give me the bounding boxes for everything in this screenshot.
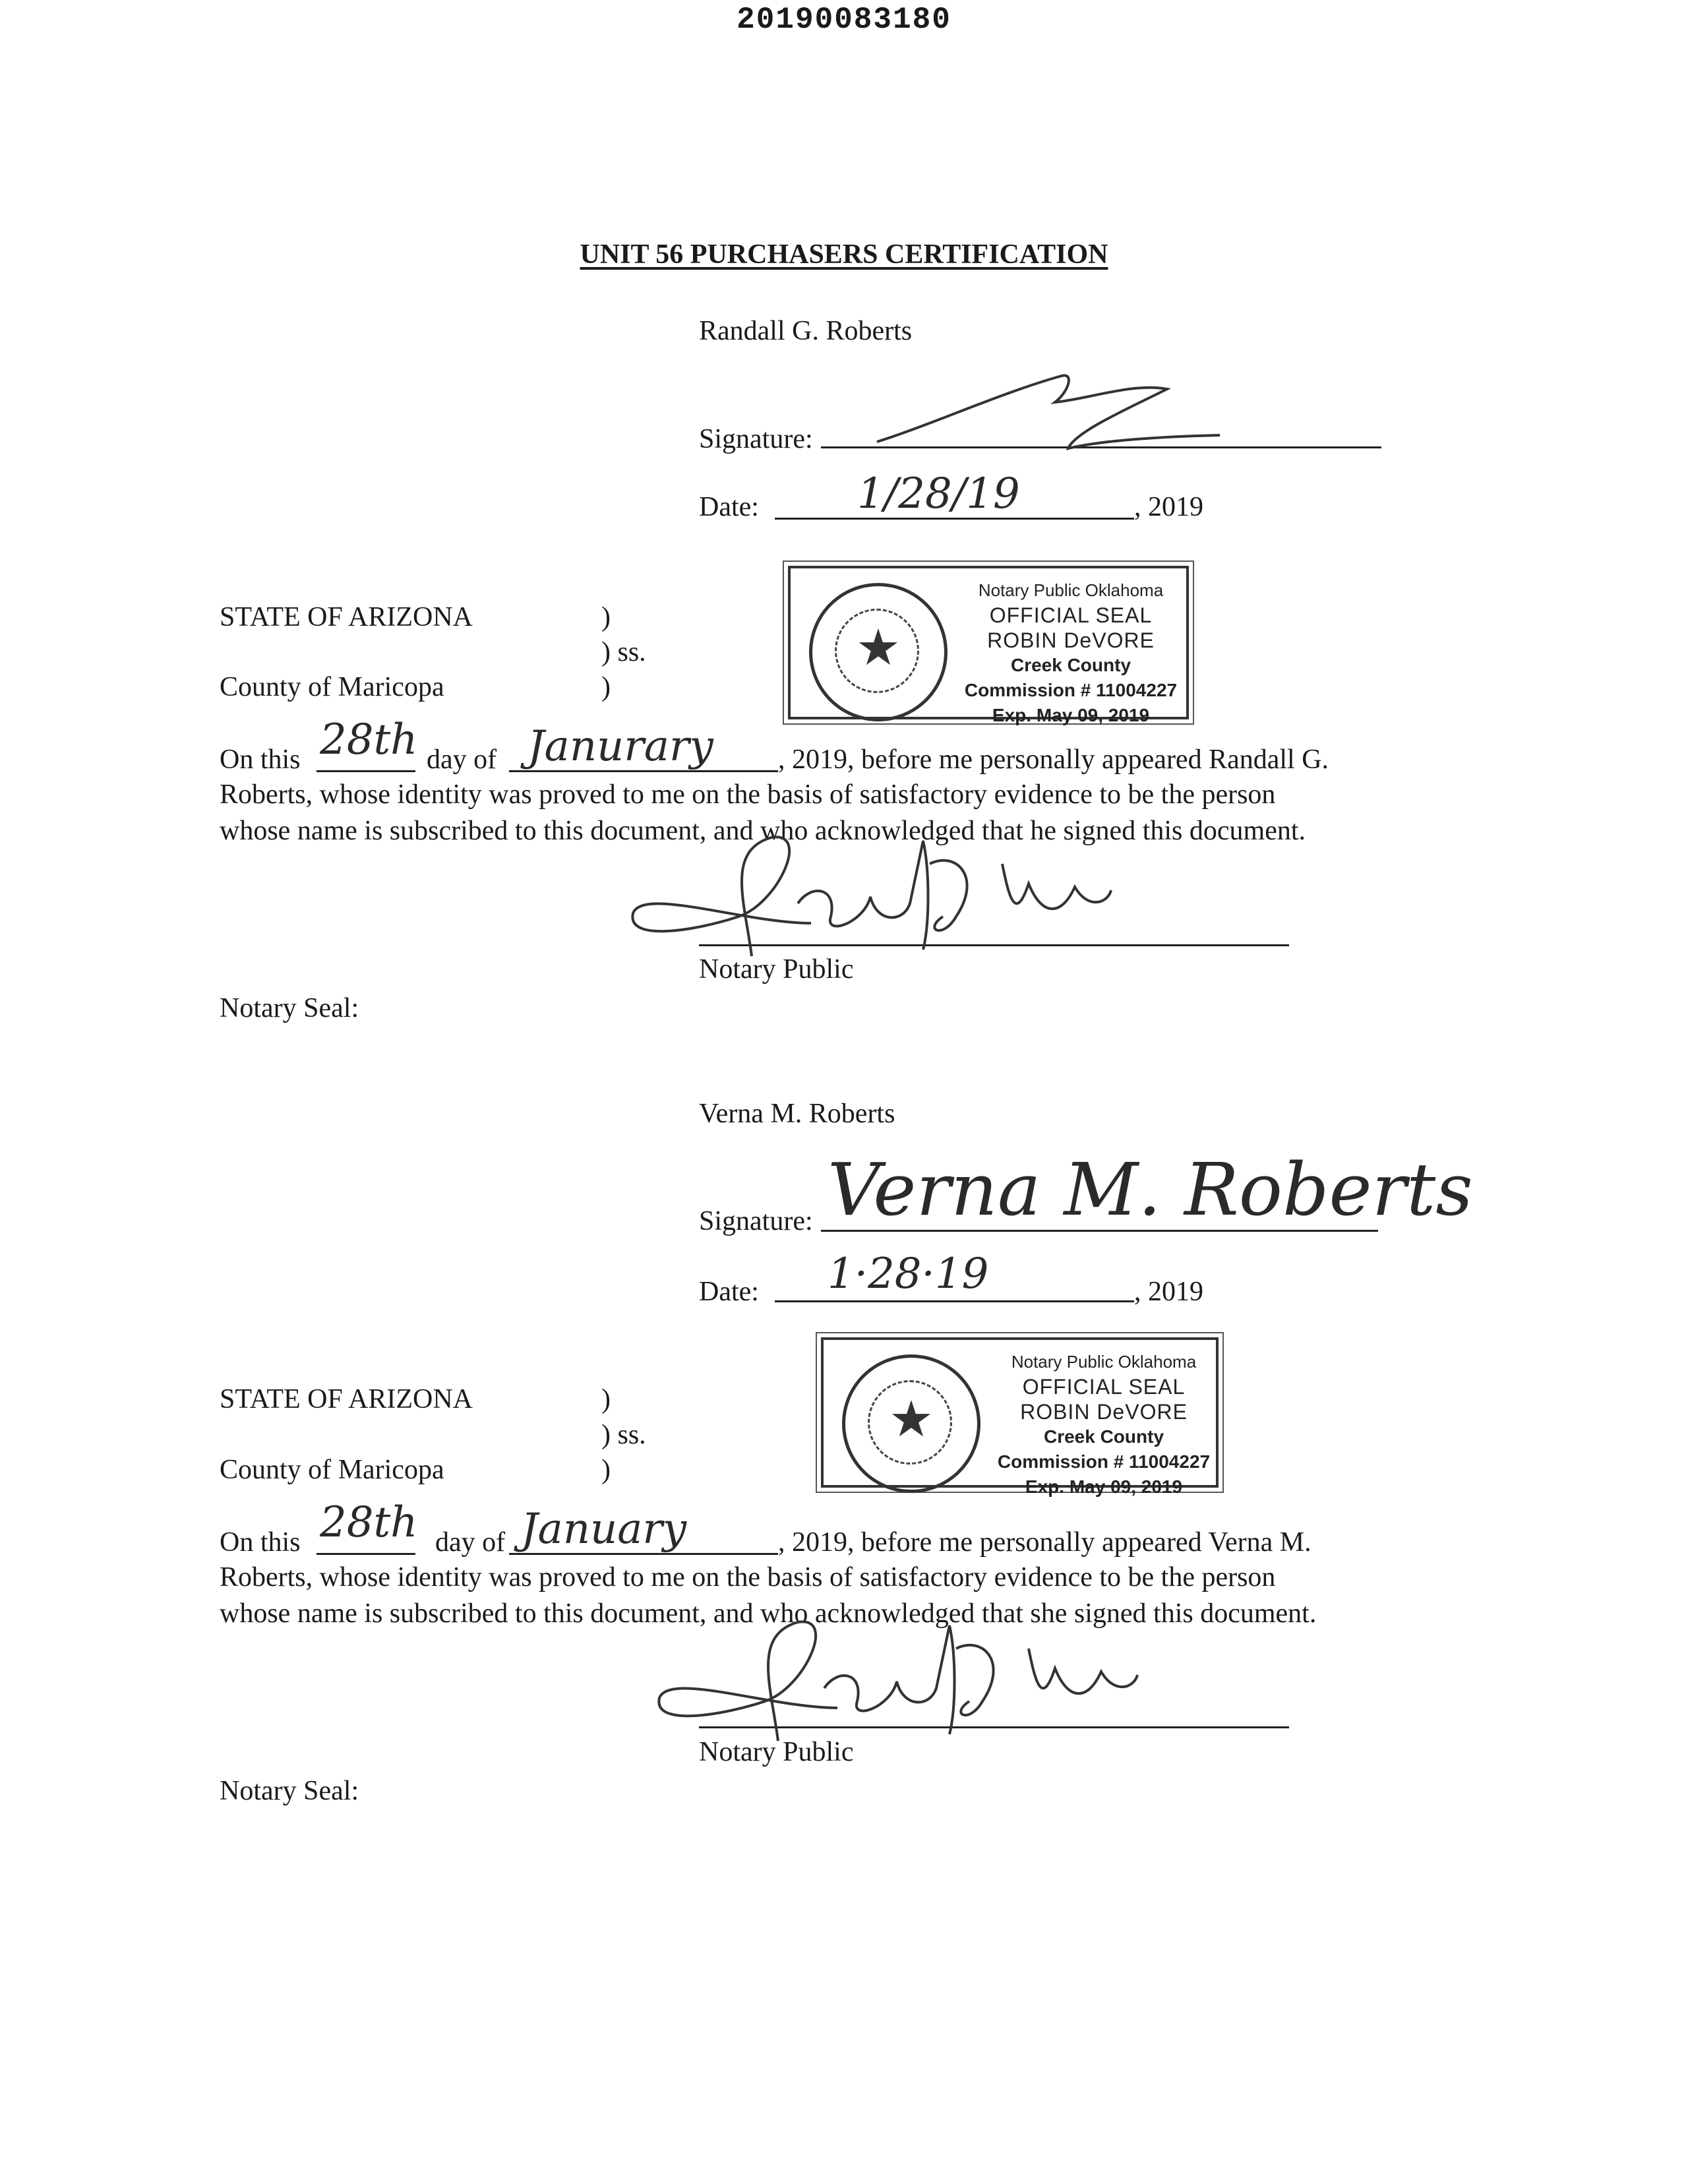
bracket: ) (601, 1455, 611, 1485)
document-number: 20190083180 (737, 3, 951, 37)
day-line (316, 1553, 415, 1555)
seal-line: ROBIN DeVORE (1020, 1400, 1188, 1424)
day-handwritten: 28th (320, 715, 418, 764)
date-label: Date: (699, 1277, 759, 1307)
month-handwritten: January (521, 1505, 687, 1554)
seal-line: Commission # 11004227 (964, 680, 1178, 700)
acknowledgment-line: whose name is subscribed to this document, and who acknowledged that he signed this document. (220, 816, 1306, 846)
day-of-label: day of (435, 1527, 506, 1558)
county-label: County of Maricopa (220, 672, 444, 702)
state-seal-emblem-icon: ★ (809, 583, 948, 721)
seal-line: Creek County (1010, 655, 1131, 675)
notary-seal-stamp (788, 566, 1189, 725)
signature-label: Signature: (699, 1206, 813, 1236)
signature-label: Signature: (699, 424, 813, 454)
seal-line: Commission # 11004227 (997, 1451, 1211, 1472)
state-label: STATE OF ARIZONA (220, 1384, 473, 1414)
seal-line: ROBIN DeVORE (987, 628, 1155, 652)
day-handwritten: 28th (320, 1498, 418, 1547)
seal-line: Creek County (1043, 1426, 1164, 1447)
date-handwritten: 1/28/19 (857, 470, 1020, 518)
date-line (775, 1300, 1134, 1302)
notary-seal-stamp (821, 1337, 1219, 1497)
state-seal-emblem-icon: ★ (842, 1354, 980, 1493)
day-of-label: day of (427, 744, 497, 775)
bracket: ) (601, 602, 611, 632)
ss-bracket: ) ss. (601, 1420, 646, 1450)
date-label: Date: (699, 492, 759, 522)
notary-seal-label: Notary Seal: (220, 993, 359, 1023)
notary-public-label: Notary Public (699, 1737, 854, 1767)
notary-public-label: Notary Public (699, 954, 854, 985)
acknowledgment-line: Roberts, whose identity was proved to me on the basis of satisfactory evidence to be the person (220, 779, 1276, 810)
seal-line: Exp. May 09, 2019 (992, 705, 1150, 725)
acknowledgment-line: , 2019, before me personally appeared Verna M. (778, 1527, 1311, 1558)
seal-line: OFFICIAL SEAL (1022, 1375, 1186, 1399)
date-handwritten: 1·28·19 (828, 1250, 989, 1298)
seal-line: Notary Public Oklahoma (978, 580, 1164, 600)
bracket: ) (601, 1384, 611, 1414)
date-year: , 2019 (1134, 1277, 1203, 1307)
date-year: , 2019 (1134, 492, 1203, 522)
state-label: STATE OF ARIZONA (220, 602, 473, 632)
county-label: County of Maricopa (220, 1455, 444, 1485)
bracket: ) (601, 672, 611, 702)
document-title: UNIT 56 PURCHASERS CERTIFICATION (580, 239, 1108, 270)
on-this-label: On this (220, 1527, 301, 1558)
ss-bracket: ) ss. (601, 637, 646, 667)
purchaser-name: Verna M. Roberts (699, 1099, 895, 1129)
month-handwritten: Janurary (528, 722, 713, 771)
seal-line: Exp. May 09, 2019 (1025, 1476, 1183, 1497)
seal-line: Notary Public Oklahoma (1011, 1352, 1197, 1372)
notary-seal-label: Notary Seal: (220, 1776, 359, 1806)
acknowledgment-line: whose name is subscribed to this document, and who acknowledged that she signed this document. (220, 1598, 1317, 1629)
on-this-label: On this (220, 744, 301, 775)
purchaser-name: Randall G. Roberts (699, 316, 913, 346)
acknowledgment-line: , 2019, before me personally appeared Randall G. (778, 744, 1329, 775)
day-line (316, 770, 415, 772)
acknowledgment-line: Roberts, whose identity was proved to me on the basis of satisfactory evidence to be the person (220, 1562, 1276, 1592)
signature-handwritten: Verna M. Roberts (828, 1147, 1473, 1232)
seal-line: OFFICIAL SEAL (989, 603, 1153, 627)
